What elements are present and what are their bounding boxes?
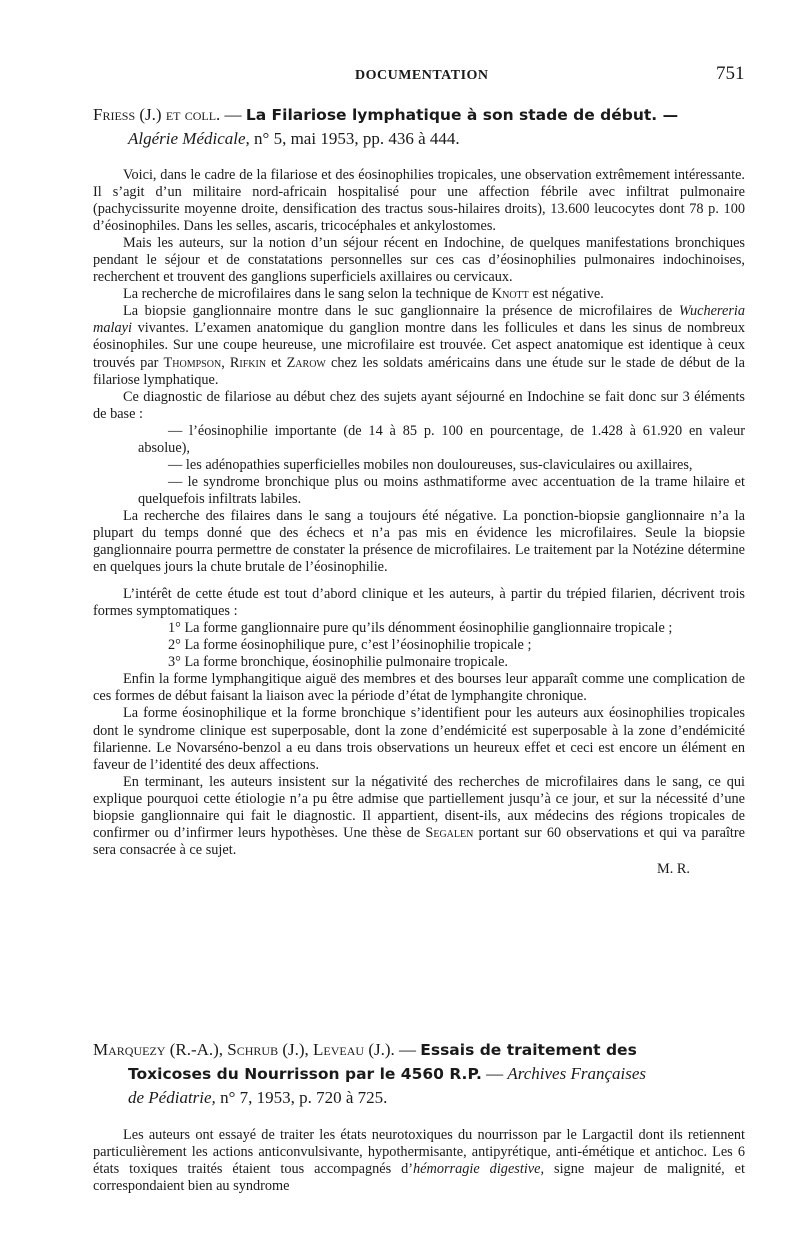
list-item: — l’éosinophilie importante (de 14 à 85 p. 100 en pourcentage, de 1.428 à 61.920 en valeur absolue), <box>138 422 745 456</box>
article-title: Essais de traitement des <box>420 1041 637 1059</box>
article-body <box>93 1127 745 1195</box>
article-authors: Marquezy (R.-A.), Schrub (J.), Leveau (J.). — <box>93 1040 421 1059</box>
author-name-zarow: Zarow <box>286 354 326 371</box>
list-item: 3° La forme bronchique, éosinophilie pulmonaire tropicale. <box>168 654 508 671</box>
article-journal: Archives Françaises <box>507 1064 646 1083</box>
text-run: La recherche de microfilaires dans le sang selon la technique de <box>123 286 492 303</box>
separator: — <box>481 1064 508 1083</box>
author-name-thompson: Thompson <box>163 354 222 371</box>
paragraph: L’intérêt de cette étude est tout d’abord clinique et les auteurs, à partir du trépied filarien, décrivent trois formes symptomatiques : <box>93 586 745 620</box>
text-run: et <box>266 354 287 371</box>
article-heading <box>93 1038 745 1109</box>
signature: M. R. <box>657 860 690 877</box>
paragraph: Ce diagnostic de filariose au début chez des sujets ayant séjourné en Indochine se fait donc sur 3 éléments de base : <box>93 388 745 422</box>
paragraph: Mais les auteurs, sur la notion d’un séjour récent en Indochine, de quelques manifestations bronchiques pendant le séjour et de constatations personnelles sur ces cas d’éosinophilies pulmonaires indochinoises, recherchent et trouvent des ganglions superficiels axillaires ou cervicaux. <box>93 235 745 286</box>
text-run: vivantes. L’examen anatomique du ganglion montre dans les follicules et dans les sinus de nombreux éosinophiles. Sur une coupe heureuse, une microfilaire est trouvée. Cet aspect anatomique est identique à ceux trouvés par <box>93 320 745 371</box>
paragraph: Voici, dans le cadre de la filariose et des éosinophilies tropicales, une observation extrêmement intéressante. Il s’agit d’un militaire nord-africain hospitalisé pour une affection fébrile avec infiltrat pulmonaire (pachycissurite moyenne droite, densification des tractus sous-hilaires droits), 13.600 leucocytes dont 78 p. 100 d’éosinophiles. Dans les selles, ascaris, tricocéphales et ankylostomes. <box>93 167 745 235</box>
list-item: 1° La forme ganglionnaire pure qu’ils dénomment éosinophilie ganglionnaire tropicale ; <box>168 620 673 637</box>
article-heading <box>93 103 745 150</box>
page-number: 751 <box>716 63 745 84</box>
article-journal: Algérie Médicale, <box>128 129 250 148</box>
text-run: chez les soldats américains dans une étude sur le stade de début de la filariose lymphatique. <box>93 354 745 388</box>
article-body <box>93 167 745 878</box>
text-run: portant sur 60 observations et qui va paraître sera consacrée à ce sujet. <box>93 824 745 858</box>
paragraph: La recherche des filaires dans le sang a toujours été négative. La ponction-biopsie ganglionnaire n’a la plupart du temps donné que des échecs et n’a pas mis en évidence les microfilaires. Seule la biopsie ganglionnaire pourra permettre de constater la présence de microfilaires. Le traitement par la Notézine détermine en quelques jours la chute brutale de l’éosinophilie. <box>93 507 745 576</box>
author-name-knott: Knott <box>491 286 529 303</box>
paragraph <box>93 774 745 859</box>
article-toxicoses <box>93 1038 745 1195</box>
text-run: , signe majeur de malignité, et correspondaient bien au syndrome <box>93 1161 745 1195</box>
paragraph: Enfin la forme lymphangitique aiguë des membres et des bourses leur apparaît comme une complication de ces formes de début faisant la liaison avec la période d’état de lymphangite chronique. <box>93 671 745 705</box>
article-citation: n° 5, mai 1953, pp. 436 à 444. <box>249 129 460 148</box>
article-authors: Friess (J.) et coll. — <box>93 105 246 124</box>
running-head <box>0 62 800 92</box>
italic-term: hémorragie digestive <box>413 1161 541 1178</box>
text-run: Les auteurs ont essayé de traiter les états neurotoxiques du nourrisson par le Largactil dont ils retiennent particulièrement les actions anticonvulsivante, hypothermisante, antipyrétique, anti-émétique et antichoc. Les 6 états toxiques traités étaient tous accompagnés d’ <box>93 1127 745 1178</box>
species-name: Wuchereria malayi <box>93 303 745 337</box>
author-name-segalen: Segalen <box>425 824 474 841</box>
text-run: En terminant, les auteurs insistent sur la négativité des recherches de microfilaires dans le sang, ce qui explique pourquoi cette étiologie n’a pu être admise que partiellement jusqu’à ce jour, et sur la nécessité d’une biopsie ganglionnaire qui fait le diagnostic. Il appartient, disent-ils, aux médecins des régions tropicales de confirmer ou d’infirmer leurs hypothèses. Une thèse de <box>93 773 745 841</box>
text-run: est négative. <box>528 286 604 303</box>
running-title: DOCUMENTATION <box>355 68 489 83</box>
paragraph: La forme éosinophilique et la forme bronchique s’identifient pour les auteurs aux éosinophilies tropicales dont le syndrome clinique est superposable, dont la zone d’endémicité est superposable à la zone d’endémicité filarienne. Le Novarséno-benzol a eu dans trois observations un heureux effet et ceci est encore un élément en faveur de l’identité des deux affections. <box>93 705 745 773</box>
article-filariose <box>93 103 745 878</box>
list-item: — le syndrome bronchique plus ou moins asthmatiforme avec accentuation de la trame hilaire et quelquefois infiltrats labiles. <box>138 473 745 507</box>
list-item: 2° La forme éosinophilique pure, c’est l’éosinophilie tropicale ; <box>168 637 532 654</box>
text-run: , <box>221 354 230 371</box>
article-title: La Filariose lymphatique à son stade de début. — <box>245 106 679 124</box>
article-citation: n° 7, 1953, p. 720 à 725. <box>215 1088 388 1107</box>
text-run: La biopsie ganglionnaire montre dans le suc ganglionnaire la présence de microfilaires de <box>123 303 679 320</box>
article-title-cont: Toxicoses du Nourrisson par le 4560 R.P. <box>128 1065 482 1083</box>
list-item: — les adénopathies superficielles mobiles non douloureuses, sus-claviculaires ou axillaires, <box>168 456 693 473</box>
article-journal-cont: de Pédiatrie, <box>128 1088 216 1107</box>
paragraph <box>93 286 745 303</box>
author-name-rifkin: Rifkin <box>229 354 267 371</box>
paragraph <box>93 1127 745 1195</box>
paragraph <box>93 303 745 388</box>
